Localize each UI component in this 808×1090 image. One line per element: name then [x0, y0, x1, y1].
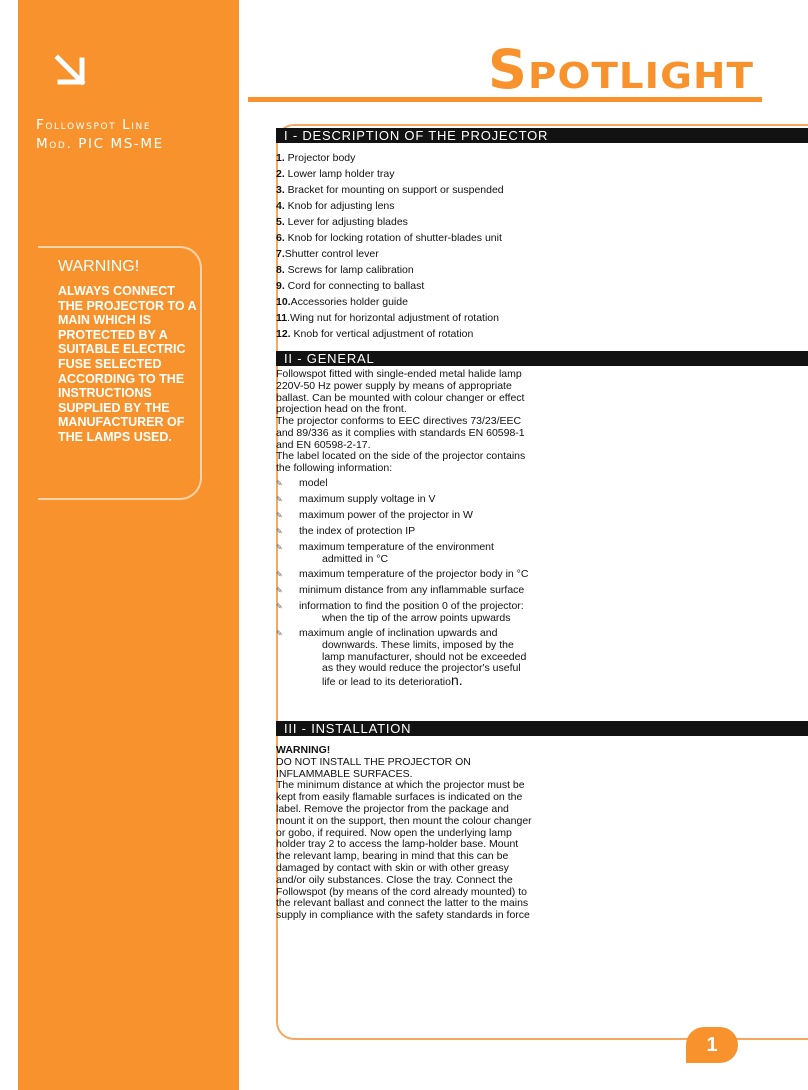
list-item	[276, 151, 536, 167]
installation-body: The minimum distance at which the projector must be kept from easily flamable surfaces is indicated on the label. Remove the projector from the package and mount it on the support, then mount the colour changer or gobo, if required. Now open the underlying lamp holder tray 2 to access the lamp-holder base. Mount the relevant lamp, bearing in mind that this can be damaged by contact with skin or with other greasy and/or oily substances. Close the tray. Connect the Followspot (by means of the cord already mounted) to the relevant ballast and connect the latter to the mains supply in compliance with the safety standards in force	[276, 779, 532, 922]
item-text: Knob for locking rotation of shutter-blades unit	[284, 232, 502, 244]
spotlight-logo	[488, 40, 756, 96]
product-model: Mod. PIC MS-ME	[36, 136, 164, 152]
installation-text	[276, 745, 534, 922]
item-number: 11	[276, 312, 288, 324]
parts-list	[276, 151, 536, 343]
installation-warning-heading: WARNING!	[276, 744, 331, 756]
bullet-text: maximum supply voltage in V	[299, 493, 436, 505]
list-item	[276, 311, 536, 327]
list-item	[276, 215, 536, 231]
pencil-bullet-icon: ✎	[276, 479, 283, 488]
section-description-heading: I - DESCRIPTION OF THE PROJECTOR	[276, 128, 808, 143]
pencil-bullet-icon: ✎	[276, 495, 283, 504]
item-number: 9.	[276, 280, 285, 292]
list-item	[276, 247, 536, 263]
pencil-bullet-icon: ✎	[276, 586, 283, 595]
pencil-bullet-icon: ✎	[276, 629, 283, 638]
installation-warning-caps: DO NOT INSTALL THE PROJECTOR ON INFLAMMABLE SURFACES.	[276, 755, 471, 780]
list-item	[276, 295, 536, 311]
item-text: Accessories holder guide	[290, 296, 408, 308]
general-conformity: The projector conforms to EEC directives 73/23/EEC and 89/336 as it complies with standards EN 60598-1 and EN 60598-2-17.	[276, 415, 525, 451]
sidebar-band	[18, 0, 239, 1090]
arrow-down-right-icon	[52, 50, 92, 90]
pencil-bullet-icon: ✎	[276, 527, 283, 536]
item-number: 2.	[276, 168, 285, 180]
pencil-bullet-icon: ✎	[276, 511, 283, 520]
item-number: 5.	[276, 216, 285, 228]
list-item	[276, 327, 536, 343]
item-text: Projector body	[284, 152, 356, 164]
page-number: 1	[686, 1027, 738, 1063]
item-text: Knob for vertical adjustment of rotation	[290, 328, 474, 340]
section-installation-heading: III - INSTALLATION	[276, 721, 808, 736]
header-rule	[248, 97, 762, 102]
product-line-title	[36, 116, 164, 154]
pencil-bullet-icon: ✎	[276, 570, 283, 579]
list-item	[276, 263, 536, 279]
item-text: Lower lamp holder tray	[284, 168, 395, 180]
item-text: Shutter control lever	[284, 248, 379, 260]
item-number: 3.	[276, 184, 285, 196]
item-text: Lever for adjusting blades	[284, 216, 408, 228]
general-label-info: The label located on the side of the projector contains the following information:	[276, 450, 526, 474]
bullet-text: maximum temperature of the environment admitted in °C	[299, 541, 494, 565]
pencil-bullet-icon: ✎	[276, 602, 283, 611]
item-number: 12.	[276, 328, 291, 340]
general-intro: Followspot fitted with single-ended metal halide lamp 220V-50 Hz power supply by means of appropriate ballast. Can be mounted with colour changer or effect projection head on the front.	[276, 368, 525, 416]
product-line: Followspot Line	[36, 117, 152, 133]
svg-text:POTLIGHT: POTLIGHT	[528, 56, 754, 96]
item-text: .Wing nut for horizontal adjustment of rotation	[287, 312, 499, 324]
section-general-heading: II - GENERAL	[276, 351, 808, 366]
item-number: 1.	[276, 152, 285, 164]
list-item	[276, 199, 536, 215]
svg-text:S: S	[488, 40, 527, 96]
item-text: Bracket for mounting on support or suspended	[284, 184, 504, 196]
bullet-text: minimum distance from any inflammable surface	[299, 584, 525, 596]
item-text: Cord for connecting to ballast	[284, 280, 425, 292]
list-item	[276, 279, 536, 295]
pencil-bullet-icon: ✎	[276, 543, 283, 552]
list-item	[276, 167, 536, 183]
bullet-text: maximum angle of inclination upwards and downwards. These limits, imposed by the lamp manufacturer, should not be exceeded as they would reduce the projector's useful life or lead to its deterioration.	[299, 627, 527, 689]
item-text: Knob for adjusting lens	[284, 200, 395, 212]
bullet-text: model	[299, 477, 328, 489]
item-number: 7.	[276, 248, 285, 260]
bullet-text: the index of protection IP	[299, 525, 416, 537]
warning-heading: WARNING!	[58, 258, 140, 275]
bullet-text: maximum power of the projector in W	[299, 509, 473, 521]
item-number: 8.	[276, 264, 285, 276]
list-item	[276, 231, 536, 247]
item-text: Screws for lamp calibration	[284, 264, 414, 276]
bullet-text: maximum temperature of the projector body in °C	[299, 568, 529, 580]
item-number: 10.	[276, 296, 291, 308]
list-item	[276, 183, 536, 199]
item-number: 6.	[276, 232, 285, 244]
warning-text: ALWAYS CONNECT THE PROJECTOR TO A MAIN WHICH IS PROTECTED BY A SUITABLE ELECTRIC FUSE SELECTED ACCORDING TO THE INSTRUCTIONS SUPPLIED BY THE MANUFACTURER OF THE LAMPS USED.	[58, 284, 197, 444]
item-number: 4.	[276, 200, 285, 212]
bullet-text: information to find the position 0 of the projector: when the tip of the arrow points upwards	[299, 600, 524, 624]
